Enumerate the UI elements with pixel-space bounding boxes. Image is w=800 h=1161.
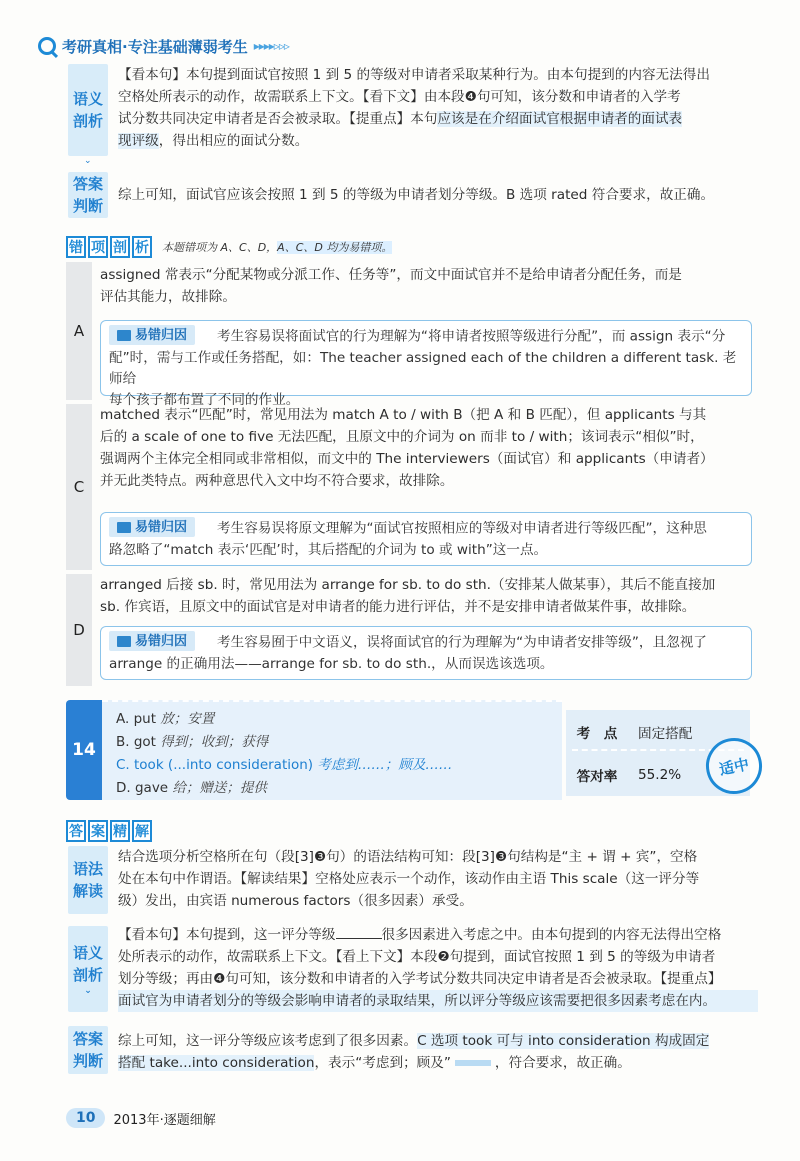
- option-d-text: arranged 后接 sb. 时，常见用法为 arrange for sb. to do sth.（安排某人做某事），其后不能直接加 sb. 作宾语，且原文中的面试官是对申请者的能力进行评估，并不是安排申请者做某件事，故排除。: [100, 577, 716, 615]
- question-number: 14: [66, 700, 102, 800]
- search-logo-icon: [38, 37, 56, 55]
- exam-point-value: 固定搭配: [638, 725, 693, 742]
- option-a-text: assigned 常表示“分配某物或分派工作、任务等”，而文中面试官并不是给申请者分配任务，而是 评估其能力，故排除。: [100, 267, 682, 305]
- grammar-text: 结合选项分析空格所在句（段[3]❸句）的语法结构可知：段[3]❸句结构是“主 + 谓 + 宾”，空格 处在本句中作谓语。【解读结果】空格处应表示一个动作，该动作由主语 This scale（这一评分等 级）发出，由宾语 numerous factors（很多因素）承受。: [118, 849, 700, 909]
- note-icon: [117, 636, 131, 647]
- semantic-text-2: 【看本句】本句提到，这一评分等级 很多因素进入考虑之中。由本句提到的内容无法得出空格 处所表示的动作，故需联系上下文。【看上下文】本段❷句提到，面试官按照 1 到 5 的等级为申请者 划分等级；再由❹句可知，该分数和申请者的入学考试分数共同决定申请者是否会被录取。【提重点】 面试官为申请者划分的等级会影响申请者的录取结果，所以评分等级应该需要把很多因素考虑在内。: [118, 924, 758, 1012]
- answer-explanation-heading: 答 案 精 解: [66, 820, 152, 842]
- answer-label-2: 答案 判断: [68, 1026, 108, 1074]
- semantic-text: 【看本句】本句提到面试官按照 1 到 5 的等级对申请者采取某种行为。由本句提到的内容无法得出 空格处所表示的动作，故需联系上下文。【看下文】由本段❹句可知，该分数和申请者的入学考 试分数共同决定申请者是否会被录取。【提重点】本句应该是在介绍面试官根据申请者的面试表 现评级，得出相应的面试分数。: [118, 67, 710, 149]
- option-c-marker: C: [66, 404, 92, 570]
- question-info: 考 点 固定搭配 答对率 55.2%: [566, 710, 750, 796]
- chevron-down-icon: ⌄: [84, 986, 92, 996]
- note-icon: [117, 522, 131, 533]
- answer-label: 答案 判断: [68, 172, 108, 218]
- correct-rate-value: 55.2%: [638, 766, 682, 783]
- semantic-label: 语义 剖析: [68, 64, 108, 156]
- wrong-options-heading: 错 项 剖 析 本题错项为 A、C、D，A、C、D 均为易错项。: [66, 236, 392, 258]
- error-cause-tag: 易错归因: [109, 517, 195, 537]
- page-number: 10: [66, 1108, 105, 1128]
- page-header: [38, 34, 289, 58]
- option-item: A. put 放；安置: [116, 711, 215, 727]
- footer-title: 2013年·逐题细解: [113, 1112, 216, 1128]
- difficulty-stamp: 适中: [701, 733, 767, 799]
- annotation-mark-icon: [455, 1060, 491, 1066]
- error-cause-tag: 易错归因: [109, 631, 195, 651]
- blank-line: [336, 925, 382, 939]
- error-cause-box-c: 易错归因 考生容易误将原文理解为“面试官按照相应的等级对申请者进行等级匹配”，这种思 路忽略了“match 表示‘匹配’时，其后搭配的介词为 to 或 with”这一点。: [100, 512, 752, 566]
- option-c-text: matched 表示“匹配”时，常见用法为 match A to / with B（把 A 和 B 匹配），但 applicants 与其 后的 a scale of one to five 无法匹配，且原文中的介词为 on 而非 to / with；该词表示“相似”时， 强调两个主体完全相同或非常相似，而文中的 The interviewers（面试官）和 applicants（申请者） 并无此类特点。两种意思代入文中均不符合要求，故排除。: [100, 407, 714, 489]
- chevron-down-icon: ⌄: [84, 156, 92, 166]
- error-cause-box-a: 易错归因 考生容易误将面试官的行为理解为“将申请者按照等级进行分配”，而 assign 表示“分 配”时，需与工作或任务搭配，如：The teacher assigned each of the children a different task. 老师给 每个孩子都布置了不同的作业。: [100, 320, 752, 396]
- option-d-marker: D: [66, 574, 92, 686]
- answer-text-2: 综上可知，这一评分等级应该考虑到了很多因素。C 选项 took 可与 into consideration 构成固定 搭配 take...into consideration，表示“考虑到；顾及” ，符合要求，故正确。: [118, 1033, 710, 1071]
- option-item: D. gave 给；赠送；提供: [116, 780, 267, 796]
- header-arrows: ▸▸▸▸▹▹▹: [253, 39, 289, 53]
- page-footer: [66, 1108, 216, 1128]
- semantic-label-2: 语义 剖析 ⌄: [68, 926, 108, 1012]
- grammar-label: 语法 解读: [68, 846, 108, 914]
- option-a-marker: A: [66, 262, 92, 400]
- question-options: [102, 700, 562, 800]
- note-icon: [117, 330, 131, 341]
- error-cause-tag: 易错归因: [109, 325, 195, 345]
- option-item: B. got 得到；收到；获得: [116, 734, 269, 750]
- option-item-correct: C. took (...into consideration) 考虑到……；顾及……: [116, 757, 453, 773]
- header-title: 考研真相·专注基础薄弱考生: [62, 37, 248, 56]
- error-cause-box-d: 易错归因 考生容易囿于中文语义，误将面试官的行为理解为“为申请者安排等级”，且忽视了 arrange 的正确用法——arrange for sb. to do sth.，从而误选该选项。: [100, 626, 752, 680]
- answer-text: 综上可知，面试官应该会按照 1 到 5 的等级为申请者划分等级。B 选项 rated 符合要求，故正确。: [118, 187, 715, 203]
